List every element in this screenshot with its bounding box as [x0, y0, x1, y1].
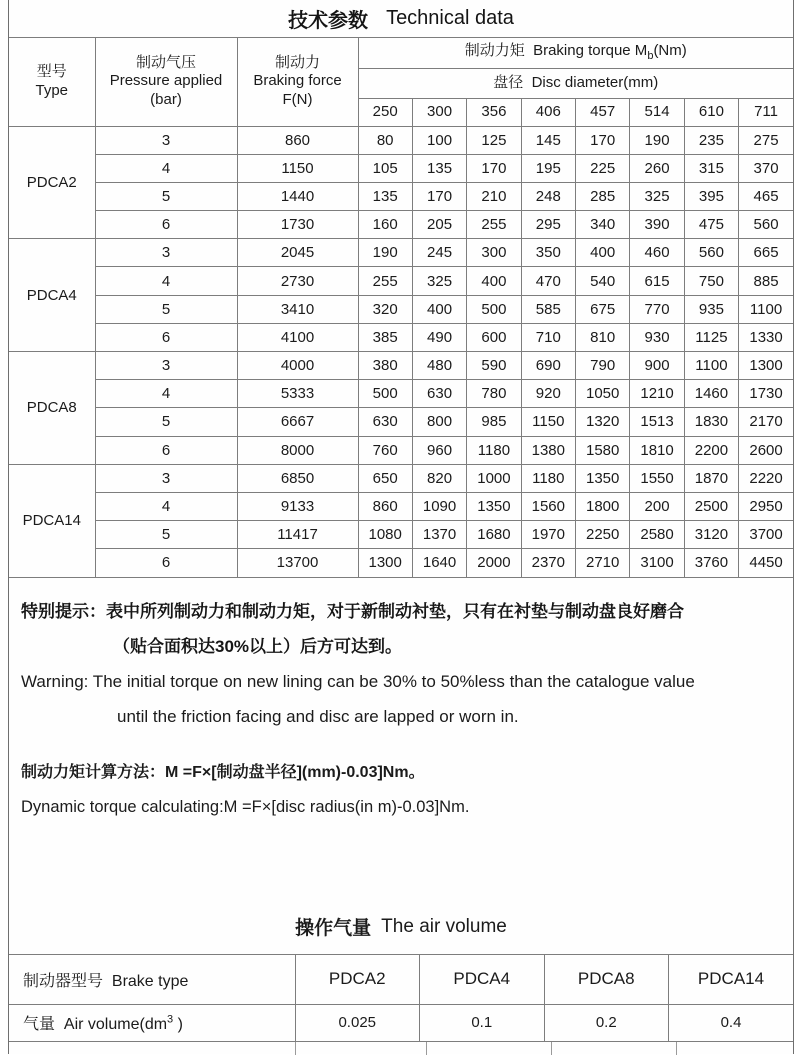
col-header-type: 型号 Type: [9, 38, 95, 126]
air-volume-row-header: 气量 Air $volume(dm^3$ ): [9, 1004, 295, 1041]
braking-torque-cell: 400: [576, 239, 630, 267]
braking-torque-cell: 665: [739, 239, 793, 267]
braking-torque-cell: 920: [521, 380, 575, 408]
brake-type-row-header: 制动器型号 Brake type: [9, 954, 295, 1004]
braking-torque-cell: 205: [412, 211, 466, 239]
braking-torque-cell: 615: [630, 267, 684, 295]
braking-torque-cell: 930: [630, 323, 684, 351]
braking-torque-cell: 145: [521, 126, 575, 154]
page-title-zh: 技术参数: [288, 10, 369, 32]
braking-torque-cell: 1300: [739, 352, 793, 380]
braking-force-cell: 2730: [237, 267, 358, 295]
braking-force-cell: 2045: [237, 239, 358, 267]
braking-torque-cell: 370: [739, 154, 793, 182]
braking-torque-cell: 690: [521, 352, 575, 380]
braking-torque-cell: 248: [521, 182, 575, 210]
torque-formula-en: Dynamic torque calculating:M =F×[disc radius(in m)-0.03]Nm.: [21, 797, 470, 816]
air-volume-title-zh: 操作气量: [295, 918, 372, 939]
col-header-disc-diameter: 盘径 Disc diameter(mm): [358, 68, 793, 98]
table-row: [9, 323, 793, 351]
braking-torque-cell: 1180: [467, 436, 521, 464]
braking-force-cell: 13700: [237, 549, 358, 577]
braking-torque-cell: 540: [576, 267, 630, 295]
datasheet-page: [8, 0, 794, 1054]
torque-formula-zh: 制动力矩计算方法：M =F×[制动盘半径](mm)-0.03]Nm。: [21, 763, 425, 781]
braking-torque-cell: 480: [412, 352, 466, 380]
air-brake-type-cell: PDCA2: [295, 954, 420, 1004]
braking-torque-cell: 225: [576, 154, 630, 182]
table-row: [9, 464, 793, 492]
braking-torque-cell: 260: [630, 154, 684, 182]
braking-torque-cell: 400: [467, 267, 521, 295]
braking-torque-cell: 1320: [576, 408, 630, 436]
technical-table-body: [9, 126, 793, 577]
brake-type-row: [9, 954, 793, 1004]
table-row: [9, 408, 793, 436]
braking-torque-cell: 285: [576, 182, 630, 210]
braking-torque-cell: 325: [630, 182, 684, 210]
braking-torque-cell: 600: [467, 323, 521, 351]
pressure-cell: 5: [95, 295, 237, 323]
braking-torque-cell: 1080: [358, 521, 412, 549]
page-title: [9, 0, 793, 38]
braking-torque-cell: 190: [358, 239, 412, 267]
braking-torque-cell: 1640: [412, 549, 466, 577]
braking-torque-cell: 340: [576, 211, 630, 239]
braking-torque-cell: 1580: [576, 436, 630, 464]
braking-torque-cell: 395: [684, 182, 738, 210]
braking-force-cell: 4100: [237, 323, 358, 351]
braking-torque-cell: 380: [358, 352, 412, 380]
air-volume-title-en: The air volume: [381, 915, 507, 937]
braking-torque-cell: 315: [684, 154, 738, 182]
table-row: [9, 211, 793, 239]
braking-torque-cell: 80: [358, 126, 412, 154]
braking-torque-cell: 810: [576, 323, 630, 351]
braking-torque-cell: 560: [739, 211, 793, 239]
braking-torque-cell: 1300: [358, 549, 412, 577]
brake-type-cell: PDCA2: [9, 126, 95, 239]
braking-torque-cell: 135: [412, 154, 466, 182]
braking-torque-cell: 200: [630, 492, 684, 520]
braking-torque-cell: 350: [521, 239, 575, 267]
pressure-cell: 4: [95, 380, 237, 408]
warning-zh-line2: （贴合面积达30%以上）后方可达到。: [113, 636, 403, 656]
braking-torque-cell: 1180: [521, 464, 575, 492]
pressure-cell: 6: [95, 436, 237, 464]
braking-torque-cell: 2170: [739, 408, 793, 436]
braking-torque-cell: 1730: [739, 380, 793, 408]
braking-torque-cell: 1830: [684, 408, 738, 436]
pressure-cell: 6: [95, 549, 237, 577]
braking-torque-cell: 2580: [630, 521, 684, 549]
disc-diameter-value: 406: [521, 98, 575, 126]
disc-diameter-value: 711: [739, 98, 793, 126]
pressure-cell: 5: [95, 521, 237, 549]
braking-torque-cell: 320: [358, 295, 412, 323]
braking-torque-cell: 470: [521, 267, 575, 295]
air-brake-type-cell: PDCA8: [544, 954, 669, 1004]
braking-torque-cell: 750: [684, 267, 738, 295]
table-row: [9, 492, 793, 520]
col-header-braking-torque: 制动力矩 Braking torque $M_b(Nm)$: [358, 38, 793, 68]
braking-force-cell: 6850: [237, 464, 358, 492]
braking-torque-cell: 2710: [576, 549, 630, 577]
pressure-cell: 5: [95, 408, 237, 436]
braking-force-cell: 8000: [237, 436, 358, 464]
air-volume-title: [9, 911, 793, 943]
braking-torque-cell: 400: [412, 295, 466, 323]
braking-torque-cell: 960: [412, 436, 466, 464]
disc-diameter-value: 300: [412, 98, 466, 126]
pressure-cell: 5: [95, 182, 237, 210]
table-row: [9, 549, 793, 577]
brake-type-cell: PDCA8: [9, 352, 95, 465]
braking-torque-cell: 170: [576, 126, 630, 154]
table-row: [9, 521, 793, 549]
braking-torque-cell: 1370: [412, 521, 466, 549]
page-title-en: Technical data: [386, 7, 514, 29]
braking-torque-cell: 1100: [684, 352, 738, 380]
braking-torque-cell: 560: [684, 239, 738, 267]
braking-torque-cell: 900: [630, 352, 684, 380]
pressure-cell: 4: [95, 267, 237, 295]
table-row: [9, 267, 793, 295]
braking-force-cell: 9133: [237, 492, 358, 520]
braking-force-cell: 860: [237, 126, 358, 154]
braking-torque-cell: 760: [358, 436, 412, 464]
braking-torque-cell: 1150: [521, 408, 575, 436]
braking-torque-cell: 460: [630, 239, 684, 267]
braking-torque-cell: 800: [412, 408, 466, 436]
pressure-cell: 3: [95, 352, 237, 380]
pressure-cell: 3: [95, 239, 237, 267]
braking-force-cell: 1150: [237, 154, 358, 182]
braking-torque-cell: 255: [467, 211, 521, 239]
table-row: [9, 126, 793, 154]
braking-torque-cell: 3120: [684, 521, 738, 549]
braking-torque-cell: 295: [521, 211, 575, 239]
braking-torque-cell: 650: [358, 464, 412, 492]
braking-torque-cell: 3700: [739, 521, 793, 549]
braking-torque-cell: 500: [467, 295, 521, 323]
air-volume-value-cell: 0.1: [420, 1004, 545, 1041]
braking-torque-cell: 585: [521, 295, 575, 323]
braking-torque-cell: 300: [467, 239, 521, 267]
braking-torque-cell: 1970: [521, 521, 575, 549]
braking-torque-cell: 390: [630, 211, 684, 239]
warning-zh-line1: 特别提示：表中所列制动力和制动力矩，对于新制动衬垫，只有在衬垫与制动盘良好磨合: [21, 601, 684, 621]
braking-torque-cell: 105: [358, 154, 412, 182]
braking-torque-cell: 630: [412, 380, 466, 408]
cutoff-row-stubs: [9, 1042, 793, 1055]
technical-data-table: [9, 38, 793, 578]
braking-torque-cell: 210: [467, 182, 521, 210]
braking-torque-cell: 1460: [684, 380, 738, 408]
braking-torque-cell: 100: [412, 126, 466, 154]
braking-torque-cell: 125: [467, 126, 521, 154]
braking-torque-cell: 1000: [467, 464, 521, 492]
braking-torque-cell: 1050: [576, 380, 630, 408]
braking-torque-cell: 1870: [684, 464, 738, 492]
pressure-cell: 4: [95, 492, 237, 520]
braking-torque-cell: 475: [684, 211, 738, 239]
air-volume-value-cell: 0.2: [544, 1004, 669, 1041]
braking-torque-cell: 2600: [739, 436, 793, 464]
col-header-pressure: 制动气压 Pressure applied (bar): [95, 38, 237, 126]
braking-torque-cell: 2000: [467, 549, 521, 577]
braking-torque-cell: 780: [467, 380, 521, 408]
brake-type-cell: PDCA4: [9, 239, 95, 352]
table-row: [9, 182, 793, 210]
table-row: [9, 239, 793, 267]
braking-torque-cell: 1800: [576, 492, 630, 520]
braking-force-cell: 1440: [237, 182, 358, 210]
braking-torque-cell: 195: [521, 154, 575, 182]
braking-torque-cell: 1513: [630, 408, 684, 436]
braking-torque-cell: 3760: [684, 549, 738, 577]
table-row: [9, 436, 793, 464]
braking-torque-cell: 1560: [521, 492, 575, 520]
braking-force-cell: 4000: [237, 352, 358, 380]
table-row: [9, 380, 793, 408]
braking-torque-cell: 2950: [739, 492, 793, 520]
braking-torque-cell: 1350: [467, 492, 521, 520]
braking-torque-cell: 1210: [630, 380, 684, 408]
pressure-cell: 6: [95, 323, 237, 351]
table-row: [9, 154, 793, 182]
braking-torque-cell: 1680: [467, 521, 521, 549]
braking-torque-cell: 235: [684, 126, 738, 154]
air-brake-type-cell: PDCA4: [420, 954, 545, 1004]
braking-torque-cell: 790: [576, 352, 630, 380]
braking-torque-cell: 245: [412, 239, 466, 267]
air-volume-value-cell: 0.4: [669, 1004, 794, 1041]
braking-torque-cell: 1350: [576, 464, 630, 492]
braking-torque-cell: 2500: [684, 492, 738, 520]
disc-diameter-value: 457: [576, 98, 630, 126]
braking-torque-cell: 2250: [576, 521, 630, 549]
braking-force-cell: 3410: [237, 295, 358, 323]
braking-force-cell: 11417: [237, 521, 358, 549]
braking-torque-cell: 255: [358, 267, 412, 295]
braking-torque-cell: 4450: [739, 549, 793, 577]
warning-en-line2: until the friction facing and disc are lapped or worn in.: [117, 706, 519, 726]
air-volume-value-row: [9, 1004, 793, 1041]
braking-torque-cell: 1125: [684, 323, 738, 351]
braking-torque-cell: 3100: [630, 549, 684, 577]
disc-diameter-value: 250: [358, 98, 412, 126]
braking-force-cell: 1730: [237, 211, 358, 239]
braking-force-cell: 6667: [237, 408, 358, 436]
air-volume-value-cell: 0.025: [295, 1004, 420, 1041]
braking-torque-cell: 1100: [739, 295, 793, 323]
brake-type-cell: PDCA14: [9, 464, 95, 577]
braking-torque-cell: 160: [358, 211, 412, 239]
braking-torque-cell: 1380: [521, 436, 575, 464]
pressure-cell: 3: [95, 126, 237, 154]
pressure-cell: 3: [95, 464, 237, 492]
braking-torque-cell: 935: [684, 295, 738, 323]
notes-section: [9, 578, 793, 825]
braking-torque-cell: 500: [358, 380, 412, 408]
braking-torque-cell: 2200: [684, 436, 738, 464]
braking-torque-cell: 385: [358, 323, 412, 351]
disc-diameter-value: 514: [630, 98, 684, 126]
col-header-braking-force: 制动力 Braking force F(N): [237, 38, 358, 126]
braking-torque-cell: 820: [412, 464, 466, 492]
braking-torque-cell: 490: [412, 323, 466, 351]
braking-torque-cell: 675: [576, 295, 630, 323]
air-brake-type-cell: PDCA14: [669, 954, 794, 1004]
braking-torque-cell: 860: [358, 492, 412, 520]
braking-torque-cell: 2220: [739, 464, 793, 492]
pressure-cell: 6: [95, 211, 237, 239]
pressure-cell: 4: [95, 154, 237, 182]
table-row: [9, 295, 793, 323]
table-row: [9, 352, 793, 380]
braking-torque-cell: 170: [412, 182, 466, 210]
braking-torque-cell: 190: [630, 126, 684, 154]
braking-force-cell: 5333: [237, 380, 358, 408]
braking-torque-cell: 135: [358, 182, 412, 210]
disc-diameter-value: 356: [467, 98, 521, 126]
braking-torque-cell: 2370: [521, 549, 575, 577]
braking-torque-cell: 465: [739, 182, 793, 210]
braking-torque-cell: 275: [739, 126, 793, 154]
disc-diameter-value: 610: [684, 98, 738, 126]
braking-torque-cell: 770: [630, 295, 684, 323]
braking-torque-cell: 1330: [739, 323, 793, 351]
braking-torque-cell: 1090: [412, 492, 466, 520]
braking-torque-cell: 590: [467, 352, 521, 380]
braking-torque-cell: 630: [358, 408, 412, 436]
braking-torque-cell: 985: [467, 408, 521, 436]
braking-torque-cell: 710: [521, 323, 575, 351]
air-volume-table: [9, 954, 793, 1042]
braking-torque-cell: 1550: [630, 464, 684, 492]
warning-en-line1: Warning: The initial torque on new lining can be 30% to 50%less than the catalogue value: [21, 671, 695, 691]
braking-torque-cell: 1810: [630, 436, 684, 464]
braking-torque-cell: 170: [467, 154, 521, 182]
braking-torque-cell: 325: [412, 267, 466, 295]
braking-torque-cell: 885: [739, 267, 793, 295]
